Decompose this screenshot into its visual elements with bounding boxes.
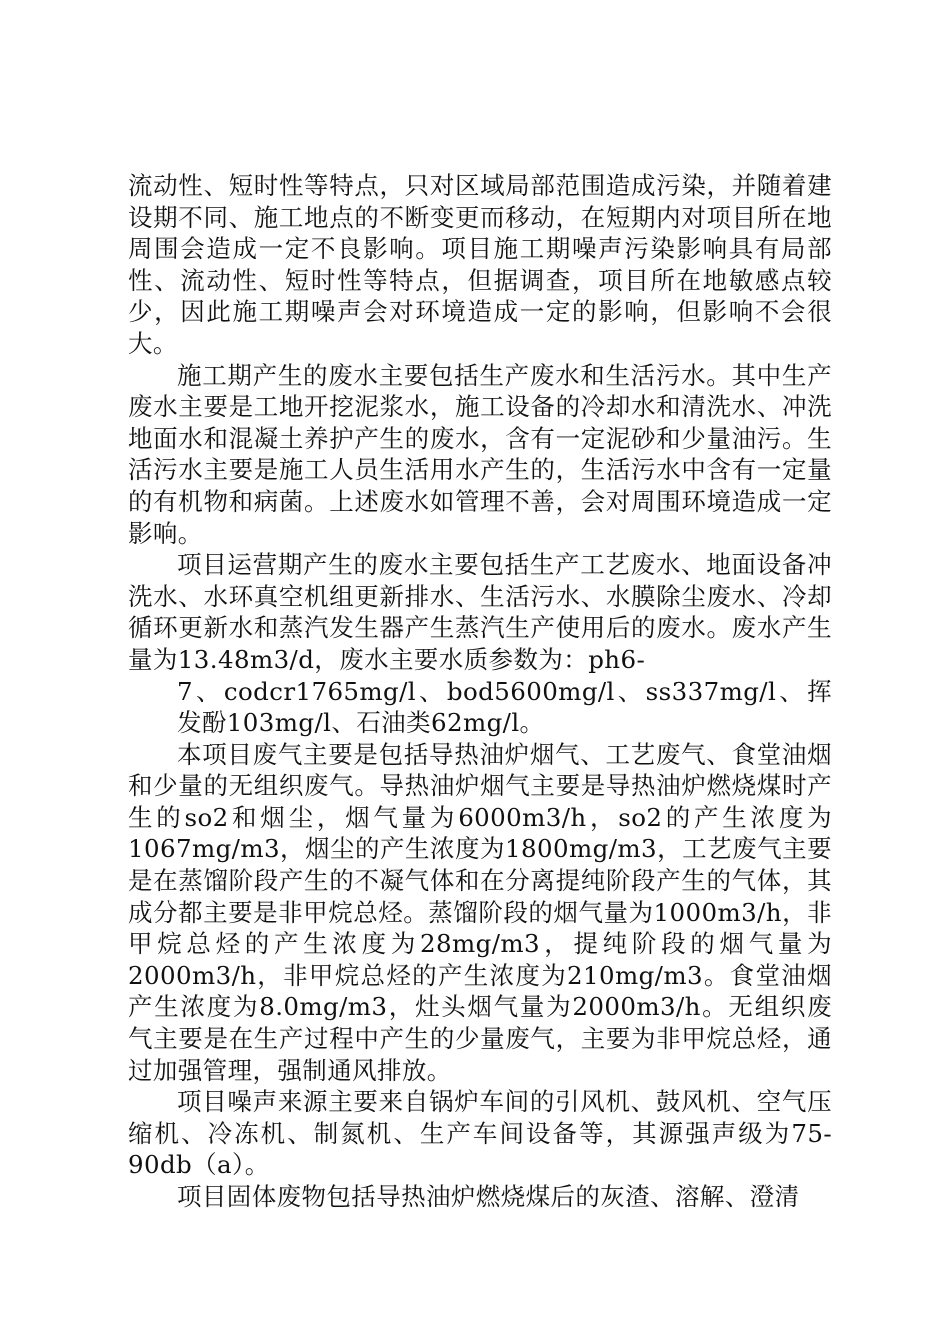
paragraph-solid-waste: 项目固体废物包括导热油炉燃烧煤后的灰渣、溶解、澄清 — [177, 1182, 800, 1211]
paragraph-waste-gas: 本项目废气主要是包括导热油炉烟气、工艺废气、食堂油烟和少量的无组织废气。导热油炉烟气主要是导热油炉燃烧煤时产生的so2和烟尘，烟气量为6000m3/h，so2的产生浓度为1067mg/m3，烟尘的产生浓度为1800mg/m3，工艺废气主要是在蒸馏阶段产生的不凝气体和在分离提纯阶段产生的气体，其成分都主要是非甲烷总烃。蒸馏阶段的烟气量为1000m3/h，非甲烷总烃的产生浓度为28mg/m3，提纯阶段的烟气量为2000m3/h，非甲烷总烃的产生浓度为210mg/m3。食堂油烟产生浓度为8.0mg/m3，灶头烟气量为2000m3/h。无组织废气主要是在生产过程中产生的少量废气，主要为非甲烷总烃，通过加强管理，强制通风排放。 — [128, 739, 832, 1085]
paragraph-noise-continuation: 流动性、短时性等特点，只对区域局部范围造成污染，并随着建设期不同、施工地点的不断变更而移动，在短期内对项目所在地周围会造成一定不良影响。项目施工期噪声污染影响具有局部性、流动性、短时性等特点，但据调查，项目所在地敏感点较少，因此施工期噪声会对环境造成一定的影响，但影响不会很大。 — [128, 171, 832, 358]
paragraph-operation-wastewater: 项目运营期产生的废水主要包括生产工艺废水、地面设备冲洗水、水环真空机组更新排水、生活污水、水膜除尘废水、冷却循环更新水和蒸汽发生器产生蒸汽生产使用后的废水。废水产生量为13.48m3/d，废水主要水质参数为：ph6- — [128, 550, 832, 674]
paragraph-water-quality-parameters: 7、codcr1765mg/l、bod5600mg/l、ss337mg/l、挥发酚103mg/l、石油类62mg/l。 — [177, 676, 832, 738]
paragraph-noise-sources: 项目噪声来源主要来自锅炉车间的引风机、鼓风机、空气压缩机、冷冻机、制氮机、生产车间设备等，其源强声级为75-90db（a）。 — [128, 1087, 832, 1180]
document-body — [128, 170, 832, 1213]
paragraph-construction-wastewater: 施工期产生的废水主要包括生产废水和生活污水。其中生产废水主要是工地开挖泥浆水，施工设备的冷却水和清洗水、冲洗地面水和混凝土养护产生的废水，含有一定泥砂和少量油污。生活污水主要是施工人员生活用水产生的，生活污水中含有一定量的有机物和病菌。上述废水如管理不善，会对周围环境造成一定影响。 — [128, 360, 832, 548]
